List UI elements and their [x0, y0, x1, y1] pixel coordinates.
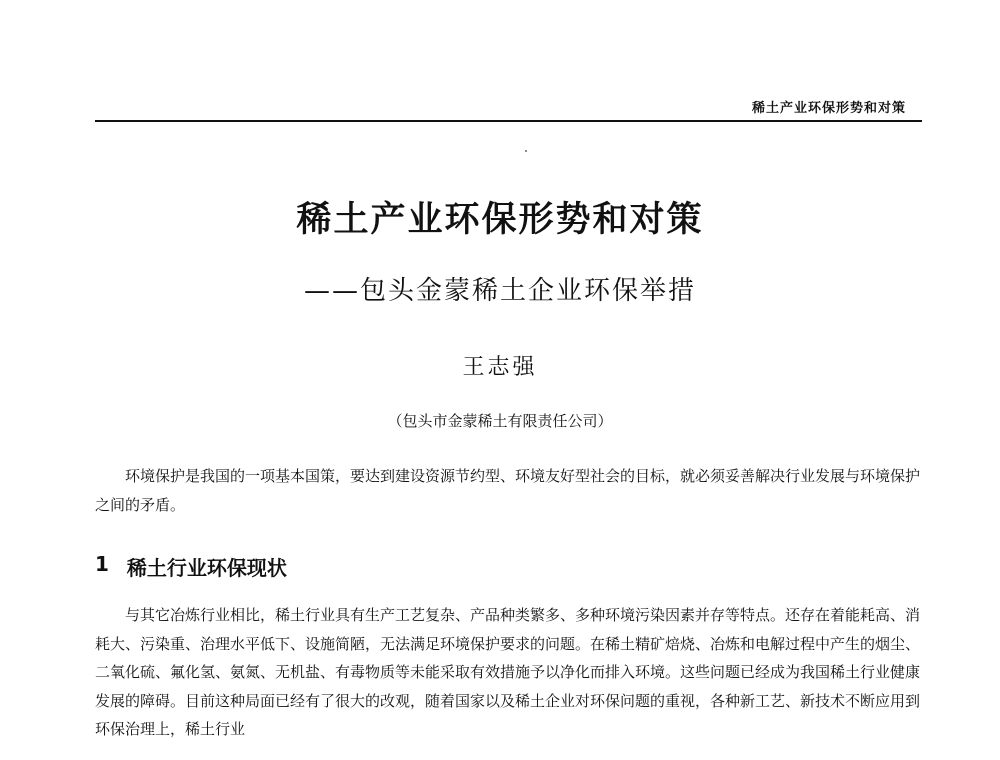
section-paragraph: 与其它冶炼行业相比，稀土行业具有生产工艺复杂、产品种类繁多、多种环境污染因素并存等特点。还存在着能耗高、消耗大、污染重、治理水平低下、设施简陋，无法满足环境保护要求的问题。在稀土精矿焙烧、冶炼和电解过程中产生的烟尘、二氧化硫、氟化氢、氨氮、无机盐、有毒物质等未能采取有效措施予以净化而排入环境。这些问题已经成为我国稀土行业健康发展的障碍。目前这种局面已经有了很大的改观，随着国家以及稀土企业对环保问题的重视，各种新工艺、新技术不断应用到环保治理上，稀土行业	[95, 606, 921, 738]
article-title: 稀土产业环保形势和对策	[296, 200, 704, 240]
author-name: 王志强	[462, 355, 538, 380]
section-number: 1	[95, 552, 109, 576]
section-heading	[95, 552, 287, 581]
article-subtitle: ——包头金蒙稀土企业环保举措	[303, 276, 696, 306]
author-affiliation: （包头市金蒙稀土有限责任公司）	[387, 412, 613, 430]
scan-speck	[525, 150, 527, 152]
intro-paragraph: 环境保护是我国的一项基本国策，要达到建设资源节约型、环境友好型社会的目标，就必须妥善解决行业发展与环境保护之间的矛盾。	[95, 467, 921, 514]
header-rule	[95, 120, 922, 122]
running-header: 稀土产业环保形势和对策	[751, 101, 906, 116]
section-title: 稀土行业环保现状	[126, 556, 287, 580]
